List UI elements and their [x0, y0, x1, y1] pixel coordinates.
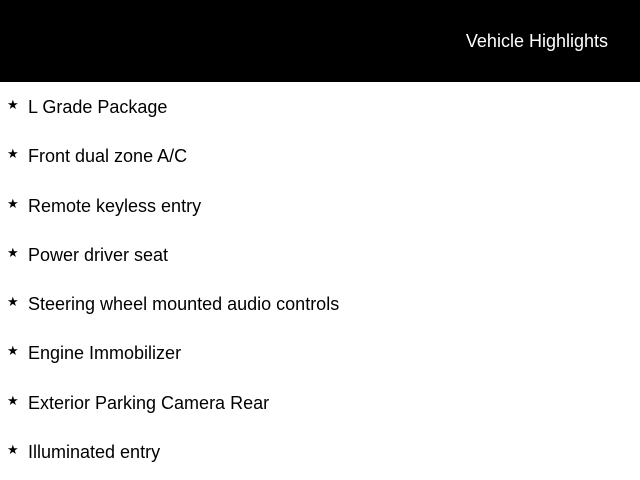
feature-label: Power driver seat: [28, 245, 169, 265]
star-icon: ★: [7, 146, 19, 161]
star-icon: ★: [7, 245, 19, 260]
feature-label: Remote keyless entry: [28, 196, 202, 216]
list-item: [0, 195, 640, 219]
feature-label: Illuminated entry: [28, 442, 161, 462]
feature-label: Engine Immobilizer: [28, 343, 182, 363]
list-item: [0, 145, 640, 169]
feature-label: Front dual zone A/C: [28, 146, 188, 166]
feature-label: Exterior Parking Camera Rear: [28, 393, 270, 413]
list-item: [0, 244, 640, 268]
star-icon: ★: [7, 393, 19, 408]
header-bar: [0, 0, 640, 82]
list-item: [0, 441, 640, 465]
list-item: [0, 293, 640, 317]
star-icon: ★: [7, 343, 19, 358]
feature-label: L Grade Package: [28, 97, 168, 117]
star-icon: ★: [7, 442, 19, 457]
page-title: Vehicle Highlights: [465, 31, 608, 51]
list-item: [0, 342, 640, 366]
feature-label: Steering wheel mounted audio controls: [28, 294, 340, 314]
star-icon: ★: [7, 294, 19, 309]
list-item: [0, 96, 640, 120]
list-item: [0, 392, 640, 416]
star-icon: ★: [7, 196, 19, 211]
star-icon: ★: [7, 97, 19, 112]
